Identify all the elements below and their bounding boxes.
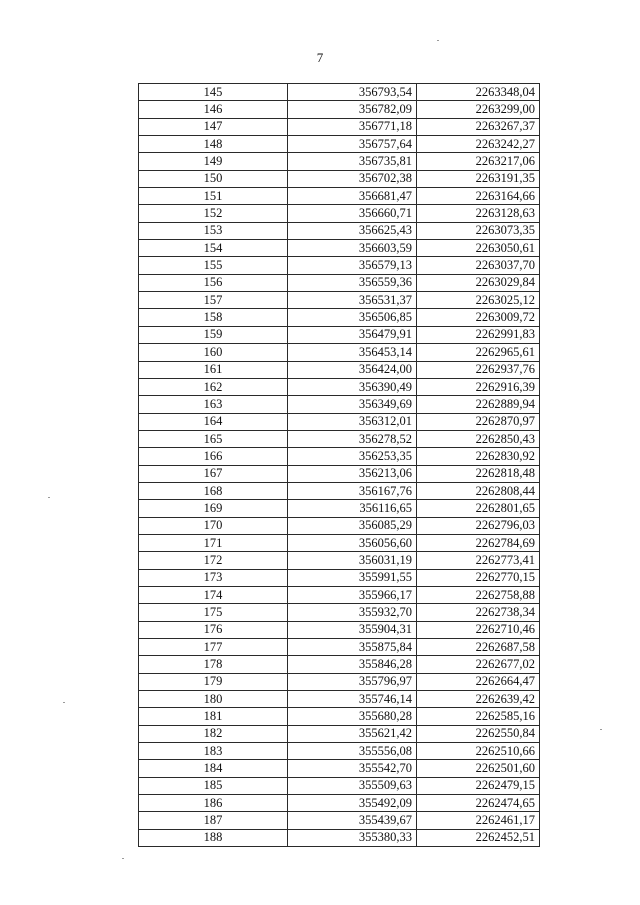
point-number-cell: 176 — [139, 621, 288, 638]
point-number-cell: 177 — [139, 639, 288, 656]
x-coordinate-cell: 356782,09 — [288, 101, 417, 118]
y-coordinate-cell: 2262474,65 — [417, 795, 540, 812]
y-coordinate-cell: 2263009,72 — [417, 309, 540, 326]
point-number-cell: 153 — [139, 222, 288, 239]
point-number-cell: 175 — [139, 604, 288, 621]
x-coordinate-cell: 356453,14 — [288, 344, 417, 361]
x-coordinate-cell: 356116,65 — [288, 500, 417, 517]
y-coordinate-cell: 2263164,66 — [417, 188, 540, 205]
x-coordinate-cell: 356681,47 — [288, 188, 417, 205]
y-coordinate-cell: 2262784,69 — [417, 534, 540, 551]
table-row — [139, 101, 540, 118]
point-number-cell: 169 — [139, 500, 288, 517]
table-row — [139, 153, 540, 170]
point-number-cell: 165 — [139, 430, 288, 447]
table-row — [139, 639, 540, 656]
scan-speck — [48, 497, 50, 498]
table-row — [139, 517, 540, 534]
point-number-cell: 170 — [139, 517, 288, 534]
x-coordinate-cell: 356506,85 — [288, 309, 417, 326]
y-coordinate-cell: 2263025,12 — [417, 292, 540, 309]
table-row — [139, 309, 540, 326]
table-row — [139, 500, 540, 517]
y-coordinate-cell: 2262830,92 — [417, 448, 540, 465]
x-coordinate-cell: 355932,70 — [288, 604, 417, 621]
x-coordinate-cell: 355966,17 — [288, 586, 417, 603]
point-number-cell: 157 — [139, 292, 288, 309]
point-number-cell: 160 — [139, 344, 288, 361]
y-coordinate-cell: 2262773,41 — [417, 552, 540, 569]
y-coordinate-cell: 2263267,37 — [417, 118, 540, 135]
x-coordinate-cell: 356278,52 — [288, 430, 417, 447]
table-row — [139, 240, 540, 257]
table-row — [139, 482, 540, 499]
x-coordinate-cell: 355904,31 — [288, 621, 417, 638]
x-coordinate-cell: 356579,13 — [288, 257, 417, 274]
x-coordinate-cell: 356031,19 — [288, 552, 417, 569]
y-coordinate-cell: 2263037,70 — [417, 257, 540, 274]
page-number: 7 — [316, 50, 324, 65]
point-number-cell: 164 — [139, 413, 288, 430]
table-row — [139, 136, 540, 153]
y-coordinate-cell: 2262479,15 — [417, 777, 540, 794]
y-coordinate-cell: 2262550,84 — [417, 725, 540, 742]
scan-speck — [63, 702, 65, 703]
point-number-cell: 174 — [139, 586, 288, 603]
y-coordinate-cell: 2263299,00 — [417, 101, 540, 118]
table-row — [139, 708, 540, 725]
x-coordinate-cell: 356085,29 — [288, 517, 417, 534]
point-number-cell: 156 — [139, 274, 288, 291]
x-coordinate-cell: 356531,37 — [288, 292, 417, 309]
table-row — [139, 743, 540, 760]
x-coordinate-cell: 356771,18 — [288, 118, 417, 135]
table-row — [139, 326, 540, 343]
table-row — [139, 534, 540, 551]
y-coordinate-cell: 2262818,48 — [417, 465, 540, 482]
point-number-cell: 186 — [139, 795, 288, 812]
y-coordinate-cell: 2262639,42 — [417, 691, 540, 708]
x-coordinate-cell: 356603,59 — [288, 240, 417, 257]
x-coordinate-cell: 356625,43 — [288, 222, 417, 239]
table-row — [139, 829, 540, 846]
x-coordinate-cell: 356167,76 — [288, 482, 417, 499]
x-coordinate-cell: 356559,36 — [288, 274, 417, 291]
point-number-cell: 182 — [139, 725, 288, 742]
x-coordinate-cell: 356757,64 — [288, 136, 417, 153]
table-row — [139, 777, 540, 794]
point-number-cell: 181 — [139, 708, 288, 725]
point-number-cell: 166 — [139, 448, 288, 465]
point-number-cell: 154 — [139, 240, 288, 257]
table-row — [139, 691, 540, 708]
table-row — [139, 812, 540, 829]
y-coordinate-cell: 2263050,61 — [417, 240, 540, 257]
point-number-cell: 152 — [139, 205, 288, 222]
point-number-cell: 163 — [139, 396, 288, 413]
table-row — [139, 760, 540, 777]
table-row — [139, 84, 540, 101]
table-row — [139, 725, 540, 742]
point-number-cell: 168 — [139, 482, 288, 499]
y-coordinate-cell: 2262850,43 — [417, 430, 540, 447]
table-row — [139, 448, 540, 465]
scan-speck — [600, 729, 602, 730]
y-coordinate-cell: 2263073,35 — [417, 222, 540, 239]
table-row — [139, 604, 540, 621]
table-row — [139, 465, 540, 482]
point-number-cell: 179 — [139, 673, 288, 690]
point-number-cell: 188 — [139, 829, 288, 846]
y-coordinate-cell: 2262916,39 — [417, 378, 540, 395]
x-coordinate-cell: 356479,91 — [288, 326, 417, 343]
point-number-cell: 167 — [139, 465, 288, 482]
y-coordinate-cell: 2263128,63 — [417, 205, 540, 222]
x-coordinate-cell: 355492,09 — [288, 795, 417, 812]
y-coordinate-cell: 2262710,46 — [417, 621, 540, 638]
table-row — [139, 569, 540, 586]
table-row — [139, 205, 540, 222]
point-number-cell: 146 — [139, 101, 288, 118]
point-number-cell: 180 — [139, 691, 288, 708]
table-row — [139, 378, 540, 395]
x-coordinate-cell: 356253,35 — [288, 448, 417, 465]
x-coordinate-cell: 356735,81 — [288, 153, 417, 170]
x-coordinate-cell: 356349,69 — [288, 396, 417, 413]
point-number-cell: 183 — [139, 743, 288, 760]
y-coordinate-cell: 2262770,15 — [417, 569, 540, 586]
point-number-cell: 172 — [139, 552, 288, 569]
scan-speck — [122, 858, 124, 859]
y-coordinate-cell: 2263029,84 — [417, 274, 540, 291]
y-coordinate-cell: 2262452,51 — [417, 829, 540, 846]
y-coordinate-cell: 2262758,88 — [417, 586, 540, 603]
point-number-cell: 145 — [139, 84, 288, 101]
point-number-cell: 161 — [139, 361, 288, 378]
y-coordinate-cell: 2262677,02 — [417, 656, 540, 673]
point-number-cell: 173 — [139, 569, 288, 586]
y-coordinate-cell: 2262510,66 — [417, 743, 540, 760]
table-row — [139, 396, 540, 413]
x-coordinate-cell: 356660,71 — [288, 205, 417, 222]
table-row — [139, 795, 540, 812]
table-row — [139, 413, 540, 430]
y-coordinate-cell: 2262808,44 — [417, 482, 540, 499]
point-number-cell: 148 — [139, 136, 288, 153]
table-row — [139, 222, 540, 239]
x-coordinate-cell: 355796,97 — [288, 673, 417, 690]
table-row — [139, 344, 540, 361]
x-coordinate-cell: 355680,28 — [288, 708, 417, 725]
x-coordinate-cell: 356390,49 — [288, 378, 417, 395]
table-row — [139, 118, 540, 135]
x-coordinate-cell: 355991,55 — [288, 569, 417, 586]
y-coordinate-cell: 2262870,97 — [417, 413, 540, 430]
x-coordinate-cell: 356424,00 — [288, 361, 417, 378]
table-row — [139, 292, 540, 309]
x-coordinate-cell: 355509,63 — [288, 777, 417, 794]
y-coordinate-cell: 2262965,61 — [417, 344, 540, 361]
y-coordinate-cell: 2262889,94 — [417, 396, 540, 413]
point-number-cell: 151 — [139, 188, 288, 205]
y-coordinate-cell: 2263191,35 — [417, 170, 540, 187]
x-coordinate-cell: 355439,67 — [288, 812, 417, 829]
point-number-cell: 185 — [139, 777, 288, 794]
point-number-cell: 171 — [139, 534, 288, 551]
point-number-cell: 184 — [139, 760, 288, 777]
x-coordinate-cell: 355542,70 — [288, 760, 417, 777]
x-coordinate-cell: 355556,08 — [288, 743, 417, 760]
table-row — [139, 673, 540, 690]
point-number-cell: 187 — [139, 812, 288, 829]
point-number-cell: 159 — [139, 326, 288, 343]
x-coordinate-cell: 356793,54 — [288, 84, 417, 101]
x-coordinate-cell: 355875,84 — [288, 639, 417, 656]
y-coordinate-cell: 2263217,06 — [417, 153, 540, 170]
y-coordinate-cell: 2262687,58 — [417, 639, 540, 656]
table-row — [139, 170, 540, 187]
point-number-cell: 147 — [139, 118, 288, 135]
y-coordinate-cell: 2262796,03 — [417, 517, 540, 534]
x-coordinate-cell: 356213,06 — [288, 465, 417, 482]
x-coordinate-cell: 355380,33 — [288, 829, 417, 846]
point-number-cell: 162 — [139, 378, 288, 395]
y-coordinate-cell: 2262738,34 — [417, 604, 540, 621]
y-coordinate-cell: 2262585,16 — [417, 708, 540, 725]
y-coordinate-cell: 2263348,04 — [417, 84, 540, 101]
scan-speck — [437, 40, 439, 41]
y-coordinate-cell: 2262501,60 — [417, 760, 540, 777]
table-row — [139, 621, 540, 638]
coordinates-table-body — [139, 84, 540, 847]
x-coordinate-cell: 356056,60 — [288, 534, 417, 551]
table-row — [139, 274, 540, 291]
x-coordinate-cell: 355621,42 — [288, 725, 417, 742]
x-coordinate-cell: 356702,38 — [288, 170, 417, 187]
x-coordinate-cell: 356312,01 — [288, 413, 417, 430]
table-row — [139, 188, 540, 205]
table-row — [139, 361, 540, 378]
y-coordinate-cell: 2263242,27 — [417, 136, 540, 153]
y-coordinate-cell: 2262801,65 — [417, 500, 540, 517]
x-coordinate-cell: 355846,28 — [288, 656, 417, 673]
table-row — [139, 656, 540, 673]
y-coordinate-cell: 2262664,47 — [417, 673, 540, 690]
y-coordinate-cell: 2262937,76 — [417, 361, 540, 378]
table-row — [139, 552, 540, 569]
table-row — [139, 586, 540, 603]
point-number-cell: 178 — [139, 656, 288, 673]
point-number-cell: 149 — [139, 153, 288, 170]
coordinates-table — [138, 83, 540, 847]
point-number-cell: 150 — [139, 170, 288, 187]
point-number-cell: 155 — [139, 257, 288, 274]
x-coordinate-cell: 355746,14 — [288, 691, 417, 708]
y-coordinate-cell: 2262461,17 — [417, 812, 540, 829]
table-row — [139, 257, 540, 274]
table-row — [139, 430, 540, 447]
y-coordinate-cell: 2262991,83 — [417, 326, 540, 343]
point-number-cell: 158 — [139, 309, 288, 326]
